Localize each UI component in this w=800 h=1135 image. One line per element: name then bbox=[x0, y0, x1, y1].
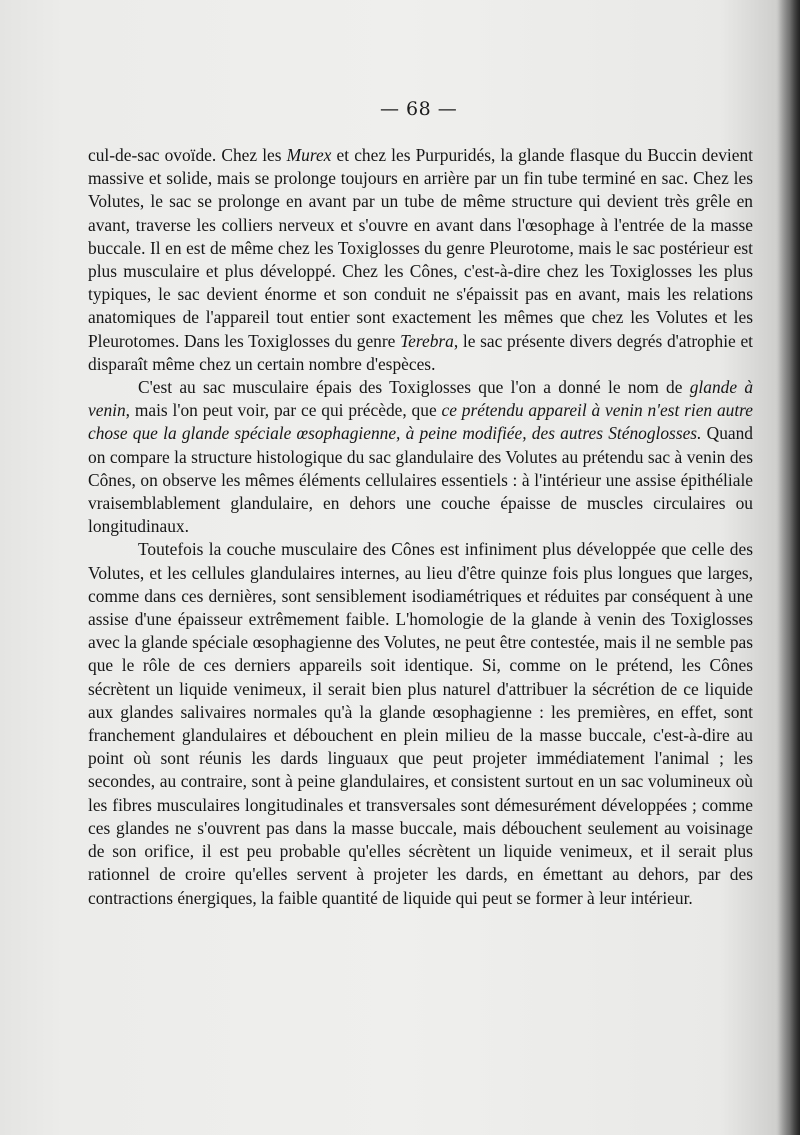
paragraph-2-run-4: ce prétendu appareil à venin n'est rien autre chose que la glande spéciale œsophagienne, à peine modifiée, des autres Sténoglosses. bbox=[88, 400, 754, 444]
paragraph-2-run-2: glande à venin bbox=[88, 377, 754, 421]
body-text bbox=[88, 144, 753, 910]
paragraph-3-run-1: Toutefois la couche musculaire des Cônes est infiniment plus développée que celle des Volutes, et les cellules glandulaires internes, au lieu d'être quinze fois plus longues que larges, comme dans ces dernières, sont sensiblement isodiamétriques et réduites par conséquent à une assise d'une épaisseur extrêmement faible. L'homologie de la glande à venin des Toxiglosses avec la glande spéciale œsophagienne des Volutes, ne peut être contestée, mais il ne semble pas que le rôle de ces derniers appareils soit identique. Si, comme on le prétend, les Cônes sécrètent un liquide venimeux, il serait bien plus naturel d'attribuer la sécrétion de ce liquide aux glandes salivaires normales qu'à la glande œsophagienne : les premières, en effet, sont franchement glandulaires et débouchent en plein milieu de la masse buccale, c'est-à-dire au point où sont réunis les dards linguaux que peut projeter immédiatement l'animal ; les secondes, au contraire, sont à peine glandulaires, et consistent surtout en un sac volumineux où les fibres musculaires longitudinales et transversales sont démesurément développées ; comme ces glandes ne s'ouvrent pas dans la masse buccale, mais débouchent seulement au voisinage de son orifice, il est peu probable qu'elles sécrètent un liquide venimeux, et il serait plus rationnel de croire qu'elles servent à projeter les dards, en émettant au dehors, par des contractions énergiques, la faible quantité de liquide qui peut se former à leur intérieur. bbox=[88, 539, 753, 908]
page-number: — 68 — bbox=[380, 98, 458, 120]
page-edge-shadow bbox=[778, 0, 800, 1135]
paragraph-1-run-5: , le sac présente divers degrés d'atrophie et disparaît même chez un certain nombre d'espèces. bbox=[88, 330, 753, 374]
paragraph-2-run-5: Quand on compare la structure histologique du sac glandulaire des Volutes au prétendu sac à venin des Cônes, on observe les mêmes éléments cellulaires essentiels : à l'intérieur une assise épithéliale vraisemblablement glandulaire, en dehors une couche épaisse de muscles circulaires ou longitudinaux. bbox=[88, 423, 754, 537]
paragraph-2-run-1: C'est au sac musculaire épais des Toxiglosses que l'on a donné le nom de bbox=[138, 377, 690, 398]
paragraph-1-run-1: cul-de-sac ovoïde. Chez les bbox=[88, 145, 287, 165]
paragraph-2-run-3: , mais l'on peut voir, par ce qui précède, que bbox=[125, 400, 442, 421]
paragraph-2 bbox=[88, 376, 753, 538]
paragraph-1-run-4: Terebra bbox=[400, 330, 454, 351]
paragraph-1 bbox=[88, 144, 753, 376]
paragraph-1-run-2: Murex bbox=[286, 145, 332, 165]
paragraph-1-run-3: et chez les Purpuridés, la glande flasque du Buccin devient massive et solide, mais se prolonge toujours en arrière par un fin tube terminé en sac. Chez les Volutes, le sac se prolonge en avant par un tube de même structure qui devient très grêle en avant, traverse les colliers nerveux et s'ouvre en avant dans l'œsophage à l'entrée de la masse buccale. Il en est de même chez les Toxiglosses du genre Pleurotome, mais le sac postérieur est plus musculaire et plus développé. Chez les Cônes, c'est-à-dire chez les Toxiglosses les plus typiques, le sac devient énorme et son conduit ne s'épaissit pas en avant, mais les relations anatomiques de l'appareil tout entier sont exactement les mêmes que chez les Volutes et les Pleurotomes. Dans les Toxiglosses du genre bbox=[88, 145, 753, 351]
paragraph-3 bbox=[88, 538, 753, 909]
